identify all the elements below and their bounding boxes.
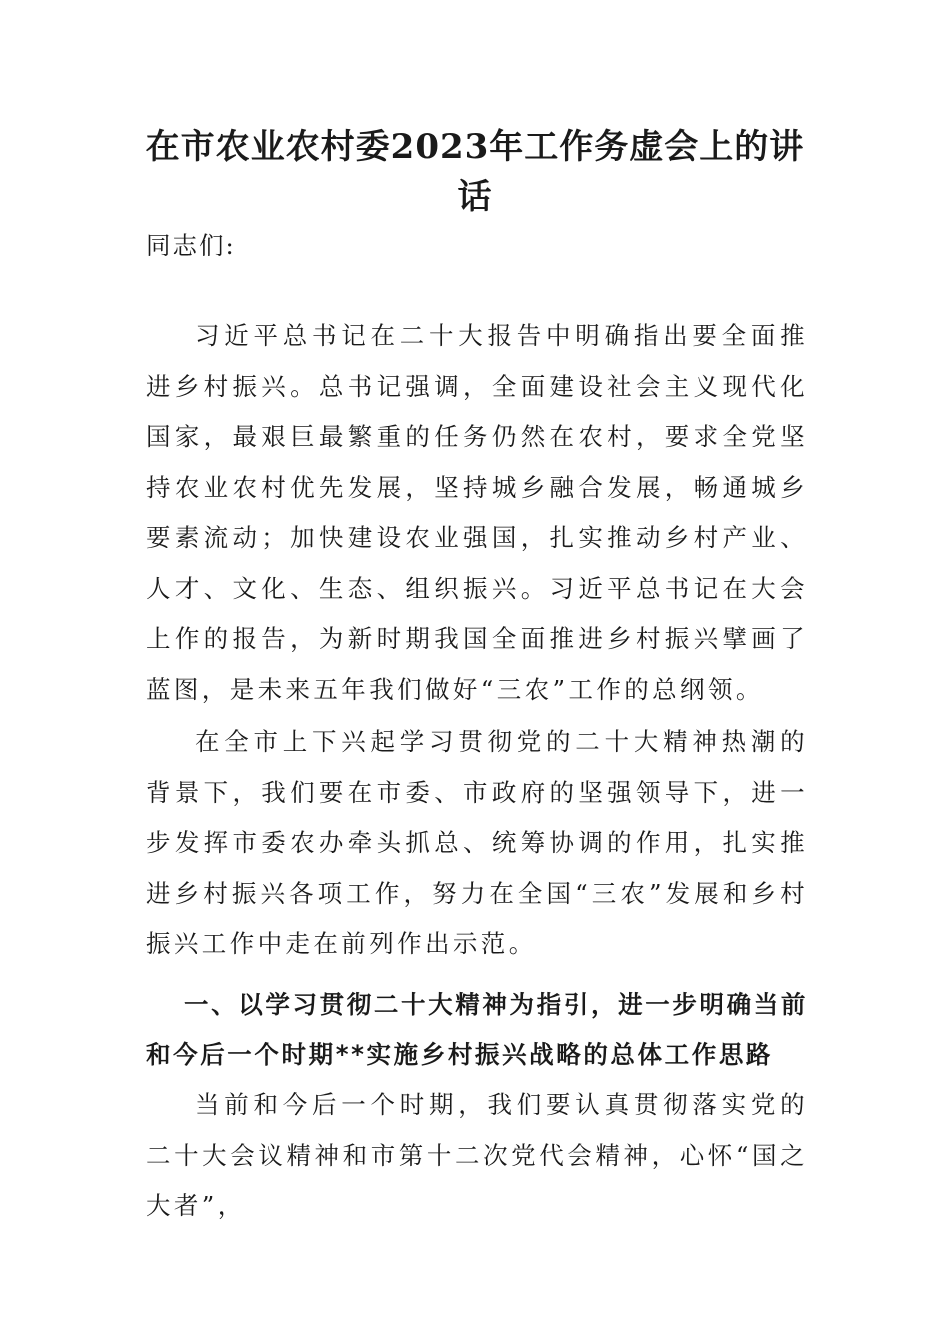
paragraph-3: 当前和今后一个时期，我们要认真贯彻落实党的二十大会议精神和市第十二次党代会精神，心怀“国之大者”， bbox=[146, 1090, 808, 1220]
document-title: 在市农业农村委2023年工作务虚会上的讲话 bbox=[145, 127, 805, 217]
paragraph-2: 在全市上下兴起学习贯彻党的二十大精神热潮的背景下，我们要在市委、市政府的坚强领导下，进一步发挥市委农办牵头抓总、统筹协调的作用，扎实推进乡村振兴各项工作，努力在全国“三农”发展和乡村振兴工作中走在前列作出示范。 bbox=[146, 727, 808, 958]
paragraph-1: 习近平总书记在二十大报告中明确指出要全面推进乡村振兴。总书记强调，全面建设社会主义现代化国家，最艰巨最繁重的任务仍然在农村，要求全党坚持农业农村优先发展，坚持城乡融合发展，畅通城乡要素流动；加快建设农业强国，扎实推动乡村产业、人才、文化、生态、组织振兴。习近平总书记在大会上作的报告，为新时期我国全面推进乡村振兴擘画了蓝图，是未来五年我们做好“三农”工作的总纲领。 bbox=[146, 321, 808, 704]
salutation: 同志们: bbox=[146, 231, 236, 260]
section-heading-1: 一、以学习贯彻二十大精神为指引，进一步明确当前和今后一个时期**实施乡村振兴战略的总体工作思路 bbox=[146, 990, 808, 1069]
